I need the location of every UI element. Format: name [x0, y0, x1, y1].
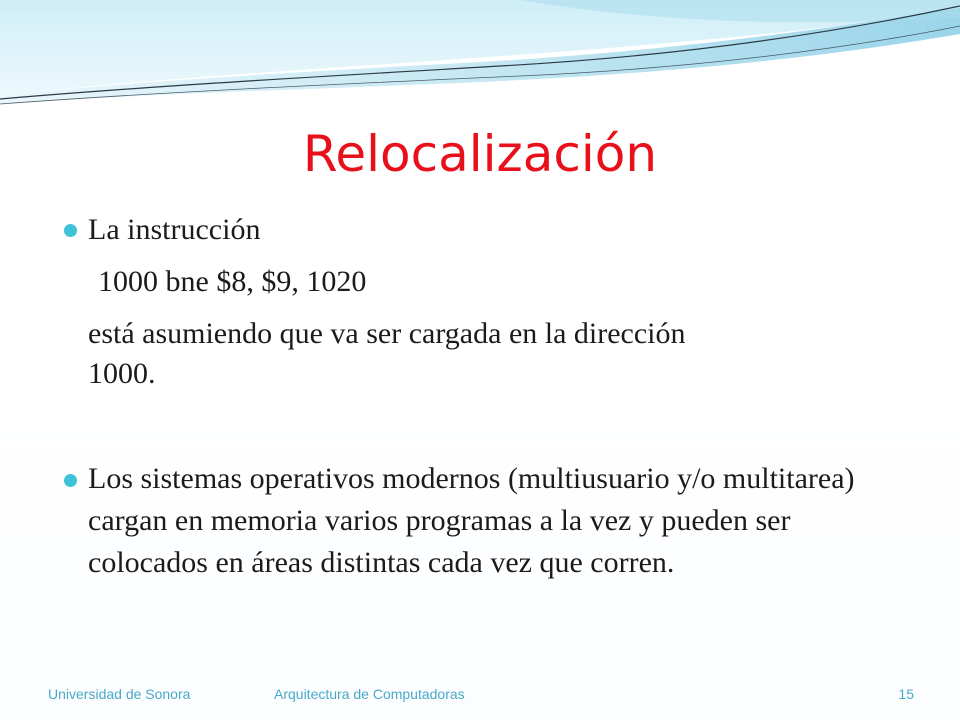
- footer-institution: Universidad de Sonora: [48, 686, 191, 702]
- bullet-icon: [64, 474, 77, 487]
- slide-content: [64, 208, 904, 584]
- bullet-icon: [64, 224, 77, 237]
- bullet-item-2: [64, 458, 904, 584]
- bullet-1-line-3: está asumiendo que va ser cargada en la dirección: [88, 317, 686, 350]
- bullet-1-line-1: La instrucción: [88, 213, 261, 246]
- bullet-1-line-4: 1000.: [88, 357, 156, 390]
- footer-course: Arquitectura de Computadoras: [274, 686, 465, 702]
- slide-title: Relocalización: [302, 125, 658, 183]
- bullet-1-code-line: 1000 bne $8, $9, 1020: [98, 265, 367, 298]
- page-number: 15: [898, 686, 914, 702]
- bullet-item-1: [64, 208, 904, 396]
- bullet-2-text: Los sistemas operativos modernos (multiusuario y/o multitarea) cargan en memoria varios programas a la vez y pueden ser colocados en áreas distintas cada vez que corren.: [88, 462, 855, 579]
- slide-footer: [0, 686, 960, 710]
- header-wave-decoration: [0, 0, 960, 130]
